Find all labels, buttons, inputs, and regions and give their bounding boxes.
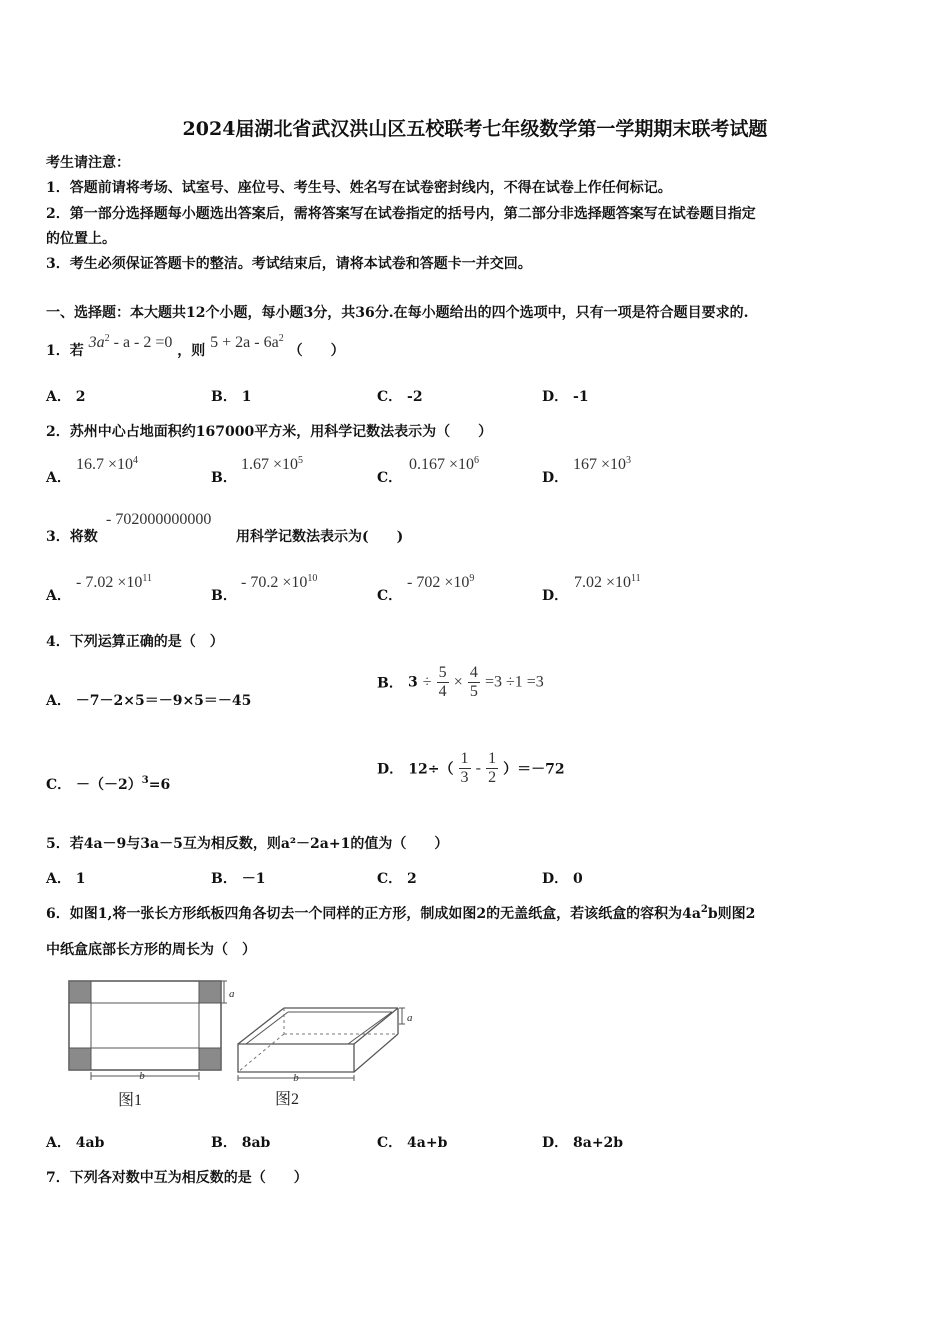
q2-option-b: $1.67 \times 10^5$	[241, 455, 304, 473]
q4-option-a: A． －7－2×5＝－9×5＝－45	[46, 693, 252, 709]
q2-option-d: $167 \times 10^3$	[573, 455, 632, 473]
q1-option-b: B． 1	[211, 389, 252, 405]
q6-option-a: A． 4ab	[46, 1135, 105, 1151]
q1-option-c: C． -2	[377, 389, 423, 405]
q1-then: ，则	[177, 343, 206, 359]
q3-option-a-label: A．	[46, 588, 71, 604]
q6-option-c: C． 4a+b	[377, 1135, 448, 1151]
q1-condition: $3a^2 - a - 2 =0$	[88, 333, 173, 351]
q1-number: 1．若	[46, 343, 84, 359]
q4-d-fraction-1: $\frac{1}{3}$	[460, 750, 469, 786]
q4-option-d: D． 12÷（ $\frac{1}{3}$ - $\frac{1}{2}$ ）＝－72	[377, 750, 565, 786]
q2-option-b-label: B．	[211, 470, 237, 486]
q6-stem-line2: 中纸盒底部长方形的周长为（ ）	[46, 942, 256, 958]
q4-option-b: B． 3 ÷ $\frac{5}{4}$ × $\frac{4}{5}$ =3 ÷1 =3	[377, 664, 544, 700]
q3-number: - 702000000000	[106, 511, 212, 528]
q4-d-fraction-2: $\frac{1}{2}$	[488, 750, 497, 786]
section-heading: 一、选择题：本大题共12个小题，每小题3分，共36分.在每小题给出的四个选项中，只有一项是符合题目要求的.	[46, 305, 749, 321]
notice-item-2: 2．第一部分选择题每小题选出答案后，需将答案写在试卷指定的括号内，第二部分非选择题答案写在试卷题目指定	[46, 206, 756, 222]
q3-option-b: - $70.2 \times 10^{10}$	[241, 573, 318, 591]
q1-expression: $5 + 2a - 6a^2$	[210, 333, 284, 351]
figure-1-label-a: a	[229, 988, 235, 1000]
q4-b-fraction-2: $\frac{4}{5}$	[469, 664, 478, 700]
q2-option-d-label: D．	[542, 470, 569, 486]
figure-1-label-b: b	[139, 1070, 145, 1082]
q5-option-b: B． －1	[211, 871, 266, 887]
q5-option-a: A． 1	[46, 871, 86, 887]
q5-option-c: C． 2	[377, 871, 417, 887]
figure-1-caption: 图1	[117, 1092, 143, 1109]
q5-stem: 5．若4a－9与3a－5互为相反数，则a²－2a+1的值为（ ）	[46, 836, 449, 852]
q3-option-d-label: D．	[542, 588, 569, 604]
q3-option-c: - $702 \times 10^9$	[407, 573, 475, 591]
q2-stem: 2．苏州中心占地面积约167000平方米，用科学记数法表示为（ ）	[46, 424, 493, 440]
q6-option-d: D． 8a+2b	[542, 1135, 624, 1151]
q3-option-b-label: B．	[211, 588, 237, 604]
q3-option-d: $7.02 \times 10^{11}$	[574, 573, 641, 591]
figure-2-diagram	[232, 996, 422, 1112]
q4-b-fraction-1: $\frac{5}{4}$	[438, 664, 447, 700]
notice-item-2-cont: 的位置上。	[46, 231, 116, 247]
notice-heading: 考生请注意：	[46, 155, 130, 171]
q1-option-a: A． 2	[46, 389, 86, 405]
figure-1-diagram	[64, 976, 244, 1112]
notice-item-3: 3．考生必须保证答题卡的整洁。考试结束后，请将本试卷和答题卡一并交回。	[46, 256, 532, 272]
q5-option-d: D． 0	[542, 871, 583, 887]
q1-option-d: D． -1	[542, 389, 589, 405]
q3-tail: 用科学记数法表示为( )	[236, 529, 404, 545]
q4-option-c: C． $-(-2)^3=6$	[46, 775, 171, 793]
q3-option-a: - $7.02 \times 10^{11}$	[76, 573, 152, 591]
q6-stem-line1: 6．如图1,将一张长方形纸板四角各切去一个同样的正方形，制成如图2的无盖纸盒，若该纸盒的容积为$4a^2b$则图2	[46, 904, 756, 922]
q3-option-c-label: C．	[377, 588, 403, 604]
q2-option-c-label: C．	[377, 470, 403, 486]
figure-2-label-a: a	[407, 1012, 413, 1024]
q2-option-a-label: A．	[46, 470, 71, 486]
q6-option-b: B． 8ab	[211, 1135, 271, 1151]
q3-lead: 3．将数	[46, 529, 98, 545]
figure-2-caption: 图2	[274, 1091, 300, 1108]
figure-2-label-b: b	[293, 1072, 299, 1084]
q2-option-c: $0.167 \times 10^6$	[409, 455, 480, 473]
page-title: 2024届湖北省武汉洪山区五校联考七年级数学第一学期期末联考试题	[182, 118, 768, 140]
notice-item-1: 1．答题前请将考场、试室号、座位号、考生号、姓名写在试卷密封线内，不得在试卷上作任何标记。	[46, 180, 672, 196]
q1-answer-paren: （ ）	[288, 343, 345, 359]
q4-stem: 4．下列运算正确的是（ ）	[46, 634, 224, 650]
q2-option-a: $16.7 \times 10^4$	[76, 455, 139, 473]
q7-stem: 7．下列各对数中互为相反数的是（ ）	[46, 1170, 308, 1186]
q1-stem	[46, 333, 345, 360]
